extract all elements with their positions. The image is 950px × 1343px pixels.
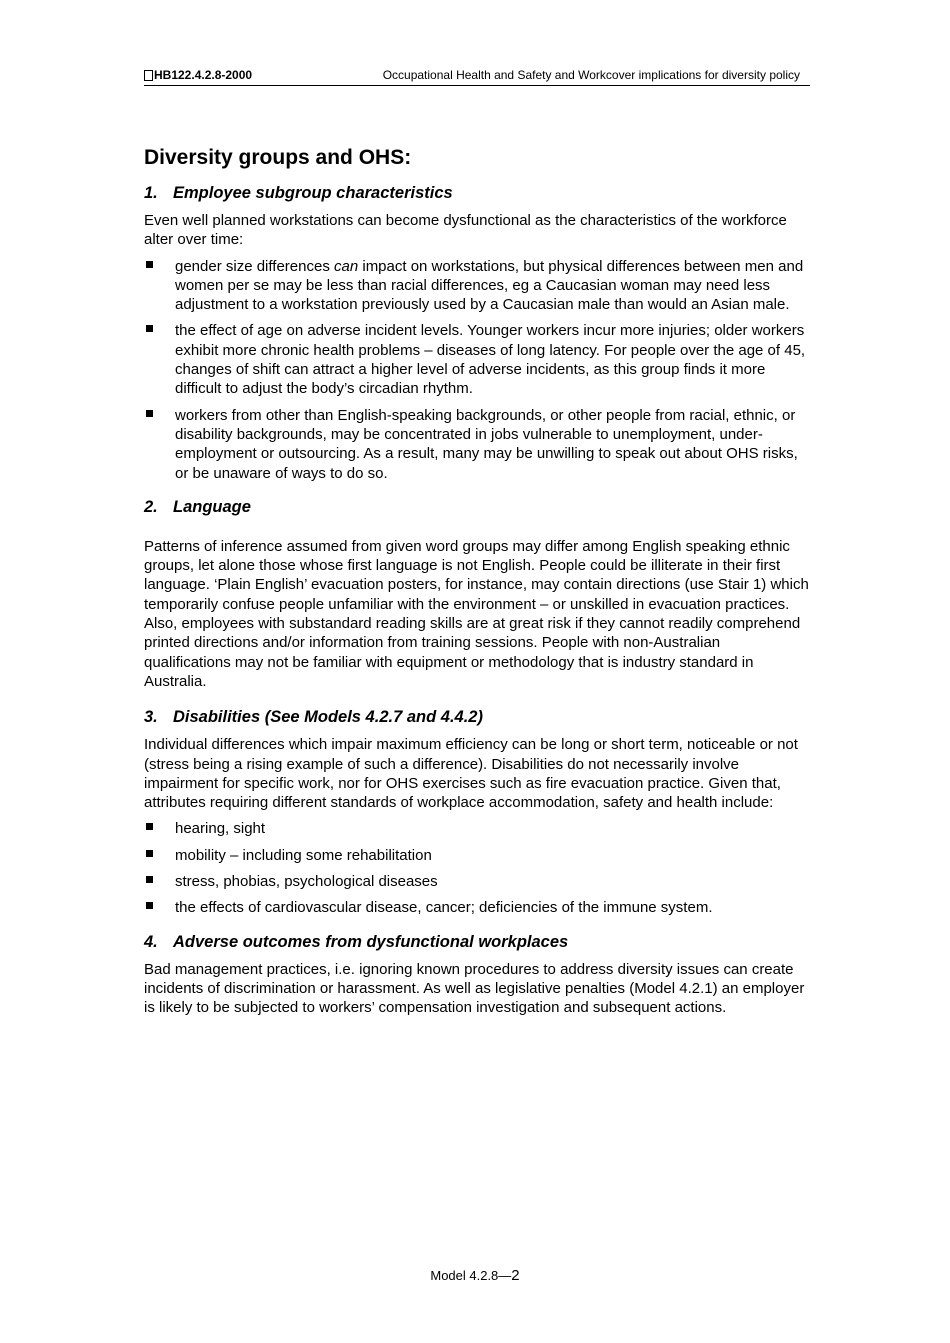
checkbox-glyph-icon — [144, 70, 153, 81]
section-title: Employee subgroup characteristics — [173, 184, 453, 202]
list-item-text: mobility – including some rehabilitation — [175, 846, 432, 864]
list-item — [144, 257, 810, 315]
bullet-list — [144, 819, 810, 917]
list-item — [144, 846, 810, 865]
section-number: 2. — [144, 497, 158, 516]
page-footer — [0, 1267, 950, 1284]
list-item — [144, 406, 810, 483]
footer-label: Model 4.2.8— — [430, 1268, 512, 1283]
list-item — [144, 819, 810, 838]
section-title: Adverse outcomes from dysfunctional workplaces — [173, 932, 569, 951]
section-adverse-outcomes — [144, 932, 810, 1018]
square-bullet-icon — [146, 902, 153, 909]
document-id — [144, 68, 252, 82]
list-item-text-start: gender size differences — [175, 257, 334, 275]
section-heading — [144, 707, 810, 727]
list-item — [144, 872, 810, 891]
square-bullet-icon — [146, 876, 153, 883]
document-title: Occupational Health and Safety and Workcover implications for diversity policy — [382, 68, 800, 82]
section-body: Bad management practices, i.e. ignoring known procedures to address diversity issues can create incidents of discrimination or harassment. As well as legislative penalties (Model 4.2.1) an employer is likely to be subjected to workers’ compensation investigation and subsequent actions. — [144, 960, 805, 1017]
section-employee-subgroups — [144, 183, 810, 483]
list-item-text: the effect of age on adverse incident levels. Younger workers incur more injuries; older workers exhibit more chronic health problems – diseases of long latency. For people over the age of 45, changes of shift can attract a higher level of adverse incidents, as this group finds it more difficult to adjust the body’s circadian rhythm. — [175, 322, 806, 398]
bullet-list — [144, 257, 810, 483]
section-heading — [144, 497, 810, 517]
list-item — [144, 321, 810, 398]
section-number: 4. — [144, 932, 158, 951]
square-bullet-icon — [146, 823, 153, 830]
section-body: Individual differences which impair maximum efficiency can be long or short term, noticeable or not (stress being a rising example of such a difference). Disabilities do not necessarily involve impairment for specific work, nor for OHS exercises such as fire evacuation practice. Given that, attributes requiring different standards of workplace accommodation, safety and health include: — [144, 736, 798, 812]
square-bullet-icon — [146, 261, 153, 268]
section-title: Language — [173, 497, 251, 516]
section-intro: Even well planned workstations can become dysfunctional as the characteristics of the workforce alter over time: — [144, 212, 787, 249]
section-number: 3. — [144, 708, 158, 727]
page-number: 2 — [511, 1267, 520, 1284]
section-language — [144, 497, 810, 691]
list-item-text: stress, phobias, psychological diseases — [175, 873, 438, 891]
list-item — [144, 898, 810, 917]
section-heading — [144, 932, 810, 952]
document-id-text: HB122.4.2.8-2000 — [154, 68, 253, 82]
section-title: Disabilities (See Models 4.2.7 and 4.4.2) — [173, 708, 483, 727]
list-item-text: workers from other than English-speaking backgrounds, or other people from racial, ethnic, or disability backgrounds, may be concentrated in jobs vulnerable to unemployment, under-employment or outsourcing. As a result, many may be unwilling to speak out about OHS risks, or be unaware of ways to do so. — [175, 406, 798, 482]
square-bullet-icon — [146, 410, 153, 417]
section-number: 1. — [144, 184, 158, 202]
section-body: Patterns of inference assumed from given word groups may differ among English speaking ethnic groups, let alone those whose first language is not English. People could be illiterate in their first language. ‘Plain English’ evacuation posters, for instance, may contain directions (use Stair 1) which temporarily confuse people unfamiliar with the environment – or unskilled in evacuation practices. Also, employees with substandard reading skills are at great risk if they cannot readily comprehend printed directions and/or information from training sessions. People with non-Australian qualifications may not be familiar with equipment or methodology that is industry standard in Australia. — [144, 537, 809, 690]
section-disabilities — [144, 707, 810, 917]
list-item-text: hearing, sight — [175, 820, 266, 838]
page-title: Diversity groups and OHS: — [144, 146, 412, 169]
square-bullet-icon — [146, 850, 153, 857]
list-item-text-end: impact on workstations, but physical differences between men and women per se may be less than racial differences, eg a Caucasian woman may need less adjustment to a workstation previously used by a Caucasian male than would an Asian male. — [175, 257, 804, 314]
page-content — [144, 145, 810, 1025]
list-item-text: the effects of cardiovascular disease, cancer; deficiencies of the immune system. — [175, 899, 713, 917]
square-bullet-icon — [146, 325, 153, 332]
section-heading — [144, 183, 810, 203]
page-header — [144, 67, 810, 86]
list-item-emphasis: can — [334, 257, 359, 275]
